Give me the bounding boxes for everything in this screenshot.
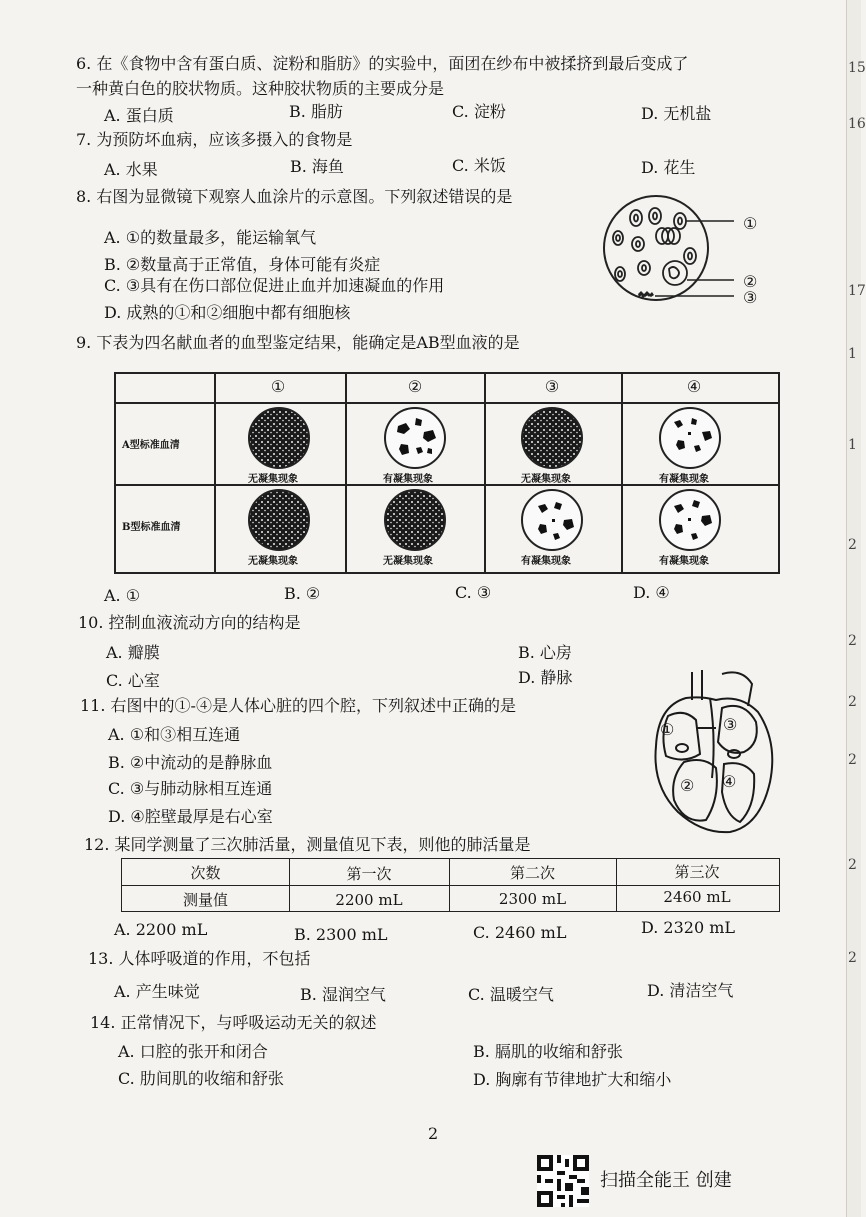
- edge-mark: 15: [848, 60, 866, 76]
- blood-table-row-b-label: B型标准血清: [122, 522, 181, 533]
- q12-option-d: D. 2320 mL: [641, 918, 736, 937]
- q7-option-a: A. 水果: [104, 160, 158, 179]
- edge-mark: 16: [848, 116, 866, 132]
- q8-fig-label-3: ③: [743, 288, 758, 307]
- q7-option-b: B. 海鱼: [290, 157, 344, 176]
- q8-fig-label-2: ②: [743, 272, 758, 291]
- blood-result-4b: 有凝集现象: [659, 556, 709, 567]
- heart-label-3: ③: [723, 715, 738, 734]
- q11-stem: 11. 右图中的①-④是人体心脏的四个腔，下列叙述中正确的是: [80, 696, 516, 715]
- heart-label-2: ②: [680, 776, 695, 795]
- blood-result-3a: 无凝集现象: [521, 474, 571, 485]
- edge-mark: 1: [848, 437, 857, 453]
- heart-diagram: [636, 668, 786, 838]
- adjacent-page-edge: [846, 0, 861, 1217]
- blood-type-table: [114, 372, 780, 574]
- lung-table-header-3: 第三次: [674, 863, 720, 881]
- q6-stem-line2: 一种黄白色的胶状物质。这种胶状物质的主要成分是: [76, 79, 445, 98]
- q11-option-b: B. ②中流动的是静脉血: [108, 753, 273, 772]
- lung-table-value-label: 测量值: [182, 891, 228, 909]
- lung-table-header-count: 次数: [190, 864, 221, 882]
- lung-table-value-2: 2300 mL: [498, 890, 567, 908]
- q9-option-d: D. ④: [633, 583, 670, 602]
- scanner-watermark: 扫描全能王 创建: [600, 1170, 732, 1191]
- q9-option-a: A. ①: [104, 586, 141, 605]
- blood-result-2b: 无凝集现象: [383, 556, 433, 567]
- q14-option-a: A. 口腔的张开和闭合: [118, 1042, 268, 1061]
- q6-stem-line1: 6. 在《食物中含有蛋白质、淀粉和脂肪》的实验中，面团在纱布中被揉挤到最后变成了: [76, 54, 689, 73]
- q7-stem: 7. 为预防坏血病，应该多摄入的食物是: [76, 130, 353, 149]
- edge-mark: 2: [848, 857, 857, 873]
- q8-option-b: B. ②数量高于正常值，身体可能有炎症: [104, 255, 381, 274]
- q10-stem: 10. 控制血液流动方向的结构是: [78, 613, 301, 632]
- blood-result-1a: 无凝集现象: [248, 474, 298, 485]
- q13-option-a: A. 产生味觉: [114, 982, 200, 1001]
- q8-option-a: A. ①的数量最多，能运输氧气: [104, 228, 317, 247]
- q12-option-b: B. 2300 mL: [294, 925, 388, 944]
- q14-option-c: C. 肋间肌的收缩和舒张: [118, 1069, 284, 1088]
- q6-option-a: A. 蛋白质: [104, 106, 174, 125]
- q8-option-d: D. 成熟的①和②细胞中都有细胞核: [104, 303, 351, 322]
- q14-stem: 14. 正常情况下，与呼吸运动无关的叙述: [90, 1013, 377, 1032]
- edge-mark: 2: [848, 950, 857, 966]
- blood-table-col-4: ④: [686, 377, 702, 396]
- q11-option-a: A. ①和③相互连通: [108, 725, 241, 744]
- q12-stem: 12. 某同学测量了三次肺活量，测量值见下表，则他的肺活量是: [84, 835, 531, 854]
- q9-option-c: C. ③: [455, 583, 492, 602]
- q8-stem: 8. 右图为显微镜下观察人血涂片的示意图。下列叙述错误的是: [76, 187, 513, 206]
- q8-option-c: C. ③具有在伤口部位促进止血并加速凝血的作用: [104, 276, 445, 295]
- q12-option-c: C. 2460 mL: [473, 923, 567, 942]
- edge-mark: 2: [848, 694, 857, 710]
- blood-table-col-3: ③: [544, 377, 560, 396]
- page-number: 2: [428, 1124, 439, 1143]
- q13-stem: 13. 人体呼吸道的作用，不包括: [88, 949, 311, 968]
- q6-option-d: D. 无机盐: [641, 104, 712, 123]
- q9-option-b: B. ②: [284, 584, 321, 603]
- q13-option-d: D. 清洁空气: [647, 981, 734, 1000]
- q7-option-d: D. 花生: [641, 158, 696, 177]
- q13-option-b: B. 湿润空气: [300, 985, 386, 1004]
- blood-result-4a: 有凝集现象: [659, 474, 709, 485]
- qr-code-icon: [537, 1155, 589, 1207]
- q10-option-d: D. 静脉: [518, 668, 573, 687]
- edge-mark: 1: [848, 346, 857, 362]
- blood-table-col-2: ②: [407, 377, 423, 396]
- q8-fig-label-1: ①: [743, 214, 758, 233]
- blood-result-2a: 有凝集现象: [383, 474, 433, 485]
- blood-table-col-1: ①: [270, 377, 286, 396]
- q10-option-b: B. 心房: [518, 643, 572, 662]
- lung-capacity-table: [121, 858, 780, 912]
- q14-option-d: D. 胸廓有节律地扩大和缩小: [473, 1070, 672, 1089]
- lung-table-value-1: 2200 mL: [335, 891, 403, 909]
- lung-table-header-1: 第一次: [346, 865, 392, 883]
- q11-option-d: D. ④腔壁最厚是右心室: [108, 807, 273, 826]
- lung-table-header-2: 第二次: [509, 864, 555, 882]
- edge-mark: 2: [848, 752, 857, 768]
- edge-mark: 2: [848, 633, 857, 649]
- q6-option-b: B. 脂肪: [289, 102, 343, 121]
- q10-option-a: A. 瓣膜: [106, 643, 160, 662]
- q9-stem: 9. 下表为四名献血者的血型鉴定结果，能确定是AB型血液的是: [76, 333, 520, 352]
- edge-mark: 2: [848, 537, 857, 553]
- blood-table-row-a-label: A型标准血清: [122, 440, 180, 451]
- blood-result-1b: 无凝集现象: [248, 556, 298, 567]
- q7-option-c: C. 米饭: [452, 156, 506, 175]
- q11-option-c: C. ③与肺动脉相互连通: [108, 779, 273, 798]
- q10-option-c: C. 心室: [106, 671, 160, 690]
- q14-option-b: B. 膈肌的收缩和舒张: [473, 1042, 623, 1061]
- heart-label-1: ①: [660, 720, 675, 739]
- heart-label-4: ④: [722, 772, 737, 791]
- edge-mark: 17: [848, 283, 866, 299]
- q13-option-c: C. 温暖空气: [468, 985, 554, 1004]
- lung-table-value-3: 2460 mL: [663, 888, 731, 906]
- q12-option-a: A. 2200 mL: [114, 920, 208, 939]
- blood-result-3b: 有凝集现象: [521, 556, 571, 567]
- q6-option-c: C. 淀粉: [452, 102, 506, 121]
